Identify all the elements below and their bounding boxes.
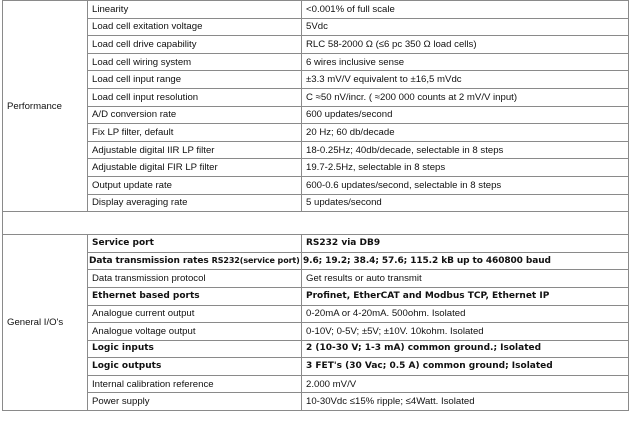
spec-value: 9.6; 19.2; 38.4; 57.6; 115.2 kB up to 460800 baud — [302, 252, 629, 270]
spec-label: Load cell input range — [88, 71, 302, 89]
spec-label: Load cell drive capability — [88, 36, 302, 54]
spec-value: Profinet, EtherCAT and Modbus TCP, Ethernet IP — [302, 287, 629, 305]
spec-value: 6 wires inclusive sense — [302, 53, 629, 71]
spec-value: ±3.3 mV/V equivalent to ±16,5 mVdc — [302, 71, 629, 89]
spec-label-with-suffix — [88, 252, 302, 270]
spec-value: 19.7-2.5Hz, selectable in 8 steps — [302, 159, 629, 177]
spec-value: RS232 via DB9 — [302, 235, 629, 253]
spec-label: Fix LP filter, default — [88, 124, 302, 142]
spec-label: Adjustable digital IIR LP filter — [88, 141, 302, 159]
spec-value: 2 (10-30 V; 1-3 mA) common ground.; Isolated — [302, 340, 629, 358]
spec-label: A/D conversion rate — [88, 106, 302, 124]
spec-label: Service port — [88, 235, 302, 253]
spec-label-suffix: RS232(service port) — [211, 256, 300, 266]
spec-label: Logic outputs — [88, 358, 302, 376]
spec-label: Logic inputs — [88, 340, 302, 358]
category-performance: Performance — [3, 1, 88, 212]
spec-value: 3 FET's (30 Vac; 0.5 A) common ground; Isolated — [302, 358, 629, 376]
spec-label: Ethernet based ports — [88, 287, 302, 305]
spec-label: Data transmission protocol — [88, 270, 302, 288]
spec-value: 18-0.25Hz; 40db/decade, selectable in 8 steps — [302, 141, 629, 159]
section-spacer — [3, 212, 629, 235]
category-general-io: General I/O's — [3, 235, 88, 411]
spec-value: 0-10V; 0-5V; ±5V; ±10V. 10kohm. Isolated — [302, 323, 629, 341]
spec-value: 2.000 mV/V — [302, 375, 629, 393]
spec-label: Power supply — [88, 393, 302, 411]
spec-label: Linearity — [88, 1, 302, 19]
spec-value: 10-30Vdc ≤15% ripple; ≤4Watt. Isolated — [302, 393, 629, 411]
spec-table — [2, 0, 629, 411]
spec-value: 600 updates/second — [302, 106, 629, 124]
spec-label: Load cell input resolution — [88, 88, 302, 106]
spec-label: Internal calibration reference — [88, 375, 302, 393]
spec-label: Analogue voltage output — [88, 323, 302, 341]
spec-value: 20 Hz; 60 db/decade — [302, 124, 629, 142]
spec-label: Analogue current output — [88, 305, 302, 323]
spec-value: 5 updates/second — [302, 194, 629, 212]
spec-value: <0.001% of full scale — [302, 1, 629, 19]
spec-value: C ≈50 nV/incr. ( ≈200 000 counts at 2 mV/V input) — [302, 88, 629, 106]
spec-value: 0-20mA or 4-20mA. 500ohm. Isolated — [302, 305, 629, 323]
spec-label: Display averaging rate — [88, 194, 302, 212]
spec-label: Load cell wiring system — [88, 53, 302, 71]
spec-value: Get results or auto transmit — [302, 270, 629, 288]
spec-label: Adjustable digital FIR LP filter — [88, 159, 302, 177]
spec-label: Output update rate — [88, 176, 302, 194]
spec-value: 600-0.6 updates/second, selectable in 8 steps — [302, 176, 629, 194]
spec-label: Load cell exitation voltage — [88, 18, 302, 36]
spec-value: RLC 58-2000 Ω (≤6 pc 350 Ω load cells) — [302, 36, 629, 54]
spec-value: 5Vdc — [302, 18, 629, 36]
spec-label: Data transmission rates — [89, 256, 209, 267]
